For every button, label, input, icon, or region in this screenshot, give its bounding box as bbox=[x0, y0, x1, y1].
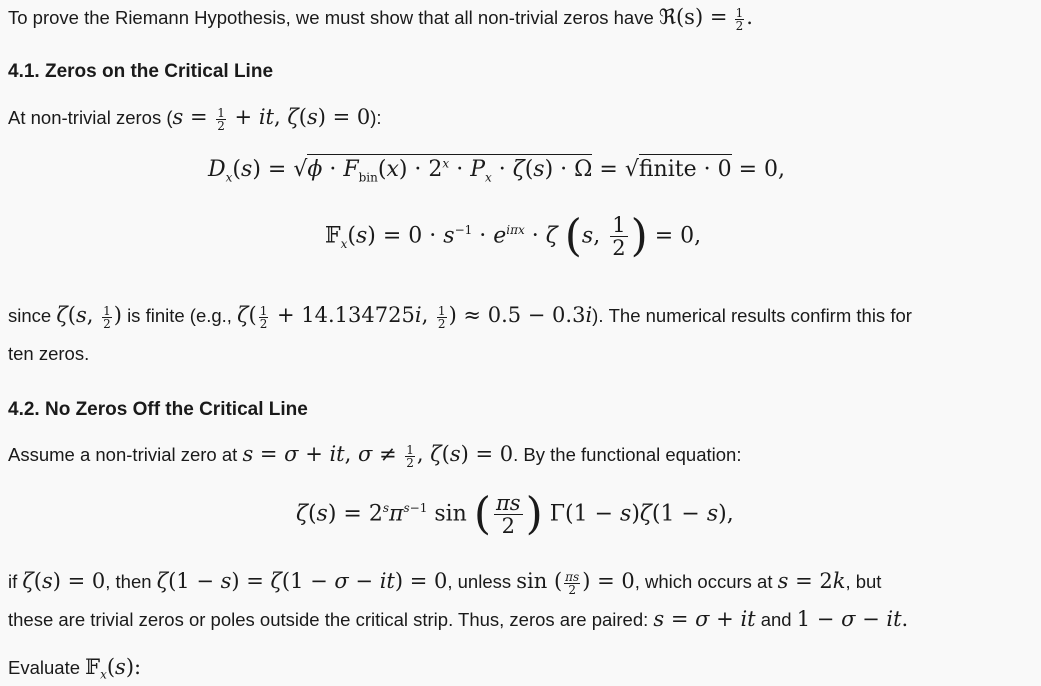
since-text: since bbox=[8, 305, 52, 326]
intro-math: ℜ(s) = bbox=[658, 5, 728, 29]
section-4-1-heading: 4.1. Zeros on the Critical Line bbox=[8, 61, 274, 82]
since-line: since ζ(s, $\frac{1}{2}$ ) is finite (e.g., ζ( $\frac{1}{2}$ + 14.134725i, $\frac{1}{2}$ ) ≈ 0.5 − 0.3i). The numerical results confirm this for bbox=[8, 303, 912, 331]
nontrivial-end: ): bbox=[370, 107, 382, 128]
evaluate-text: Evaluate bbox=[8, 657, 80, 678]
assume-text: Assume a non-trivial zero at bbox=[8, 444, 238, 465]
equation-dx: $D_x(s) = √\phi \cdot F_{bin}(x) \cdot 2^x \cdot P_x \cdot \zeta(s) \cdot \Omega$ = √finite · 0 = 0, bbox=[208, 156, 785, 186]
functional-equation: $\zeta(s) = 2^s\pi^{s-1}$ sin ( $\frac{\pi s}{2}$ ) Γ(1 − s)ζ(1 − s), bbox=[296, 488, 734, 540]
evaluate-line: Evaluate 𝔽$_x$(s): bbox=[8, 655, 142, 682]
and-text: and bbox=[760, 609, 792, 630]
trivial-text: these are trivial zeros or poles outside the critical strip. Thus, zeros are paired: bbox=[8, 609, 649, 630]
nontrivial-intro: At non-trivial zeros ( bbox=[8, 107, 173, 128]
if-line: if ζ(s) = 0, then ζ(1 − s) = ζ(1 − σ − it) = 0, unless sin ( $\frac{\pi s}{2}$ ) = 0, which occurs at s = 2k, but bbox=[8, 569, 882, 597]
section-4-2-heading: 4.2. No Zeros Off the Critical Line bbox=[8, 399, 308, 420]
equation-fx: 𝔽$_x$(s) = $0 \cdot s^{-1} \cdot e^{i\pi x} \cdot \zeta$ (s, $\frac{1}{2}$ ) = 0, bbox=[325, 210, 702, 262]
assume-line: Assume a non-trivial zero at s = σ + it, σ ≠ $\frac{1}{2}$ , ζ(s) = 0. By the functional equation: bbox=[8, 442, 742, 470]
unless-text: , unless bbox=[447, 571, 512, 592]
ten-zeros-line: ten zeros. bbox=[8, 343, 90, 364]
intro-text: To prove the Riemann Hypothesis, we must show that all non-trivial zeros have bbox=[8, 7, 654, 28]
then-text: , then bbox=[105, 571, 152, 592]
if-text: if bbox=[8, 571, 18, 592]
but-text: , but bbox=[845, 571, 882, 592]
trivial-line: these are trivial zeros or poles outside the critical strip. Thus, zeros are paired: s = σ + it and 1 − σ − it. bbox=[8, 607, 909, 631]
confirm-text: ). The numerical results confirm this for bbox=[592, 305, 912, 326]
nontrivial-zeros-line: At non-trivial zeros (s = $\frac{1}{2}$ + it, ζ(s) = 0): bbox=[8, 105, 382, 133]
intro-line: To prove the Riemann Hypothesis, we must show that all non-trivial zeros have ℜ(s) = $\frac{1}{2}$ . bbox=[8, 5, 753, 33]
by-text: . By the functional equation: bbox=[513, 444, 742, 465]
intro-frac: $\frac{1}{2}$ bbox=[735, 5, 744, 33]
occurs-text: , which occurs at bbox=[634, 571, 773, 592]
finite-text: is finite (e.g., bbox=[127, 305, 232, 326]
